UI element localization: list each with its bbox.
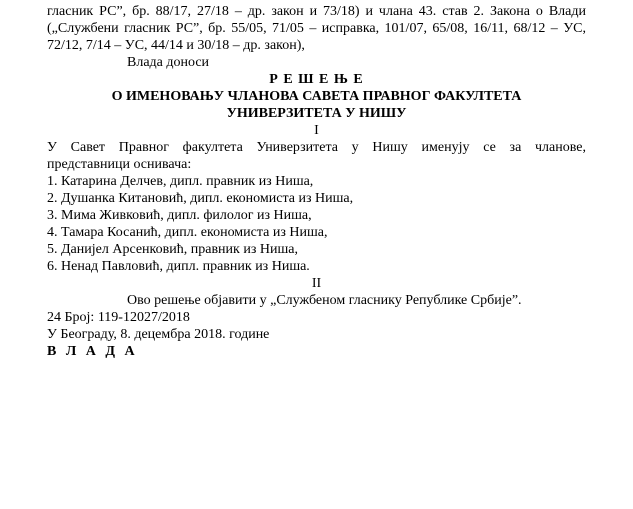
intro-citation-line-3: 72/12, 7/14 – УС, 44/14 и 30/18 – др. закон), <box>47 38 305 53</box>
members-list <box>47 173 586 275</box>
reference-number: 24 Број: 119-12027/2018 <box>47 310 190 325</box>
member-item: 6. Ненад Павловић, дипл. правник из Ниша. <box>47 259 310 274</box>
intro-citation-line-2: („Службени гласник РС”, бр. 55/05, 71/05 – исправка, 101/07, 65/08, 16/11, 68/12 – УС, <box>47 21 586 36</box>
signature-partial: В Л А Д А <box>47 344 138 359</box>
section-1-paragraph-line-1: У Савет Правног факултета Универзитета у Нишу именују се за чланове, <box>47 140 586 155</box>
decision-subtitle-line-1: О ИМЕНОВАЊУ ЧЛАНОВА САВЕТА ПРАВНОГ ФАКУЛТЕТА <box>111 89 522 104</box>
decision-subtitle-line-2: УНИВЕРЗИТЕТА У НИШУ <box>226 106 407 121</box>
intro-citation-line-1: гласник РС”, бр. 88/17, 27/18 – др. закон и 73/18) и члана 43. став 2. Закона о Влади <box>47 4 586 19</box>
decision-title: Р Е Ш Е Њ Е <box>269 72 364 87</box>
member-item: 2. Душанка Китановић, дипл. економиста из Ниша, <box>47 191 354 206</box>
section-1-marker: I <box>314 123 319 138</box>
decision-subtitle <box>47 88 586 122</box>
member-item: 1. Катарина Делчев, дипл. правник из Ниша, <box>47 174 314 189</box>
member-item: 3. Мима Живковић, дипл. филолог из Ниша, <box>47 208 312 223</box>
place-and-date: У Београду, 8. децембра 2018. године <box>47 327 270 342</box>
member-item: 5. Данијел Арсенковић, правник из Ниша, <box>47 242 298 257</box>
publish-paragraph: Ово решење објавити у „Службеном гласнику Републике Србије”. <box>127 293 522 308</box>
section-1-paragraph-line-2: представници оснивача: <box>47 157 192 172</box>
footer-block <box>47 309 586 343</box>
member-item: 4. Тамара Косанић, дипл. економиста из Ниша, <box>47 225 328 240</box>
enacting-clause: Влада доноси <box>127 55 210 70</box>
section-2-marker: II <box>311 276 322 291</box>
